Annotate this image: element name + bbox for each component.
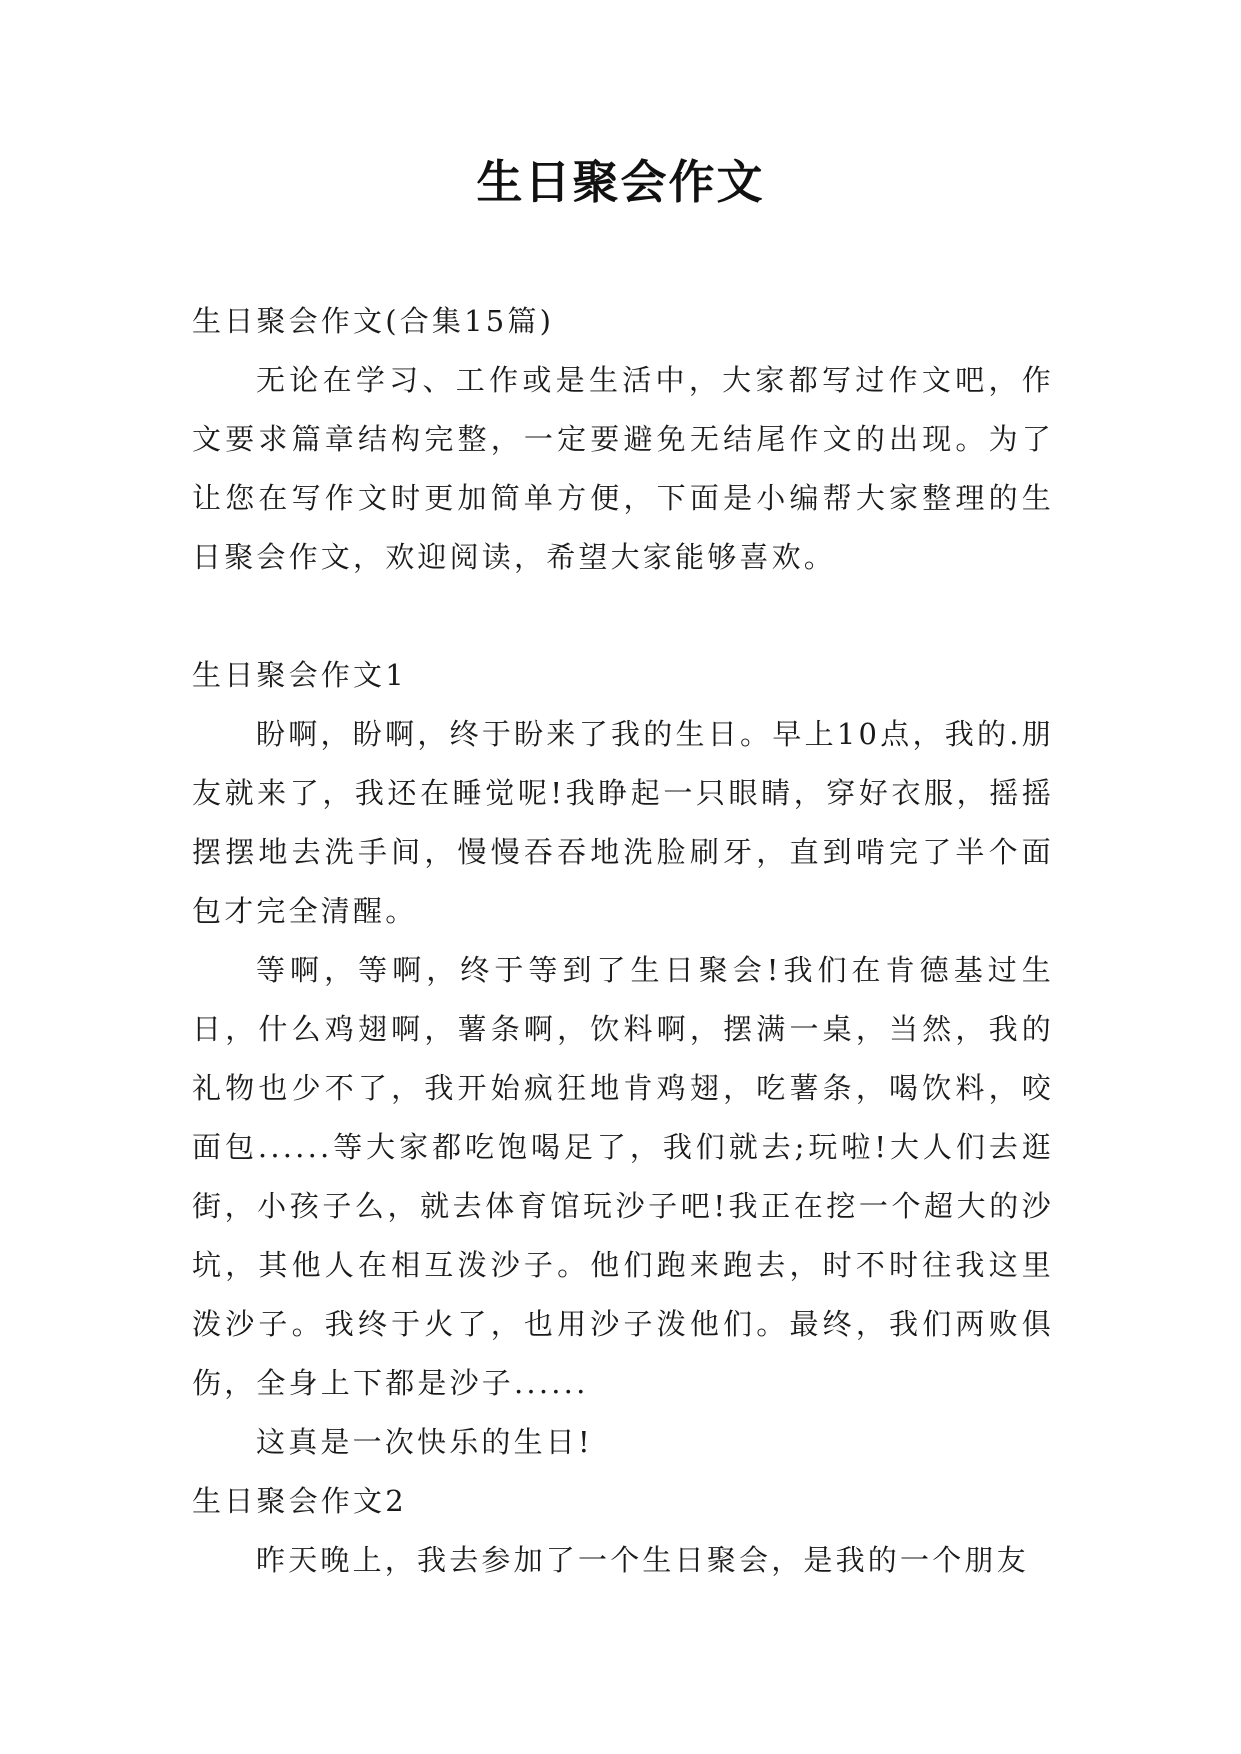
- section1-paragraph: 这真是一次快乐的生日!: [256, 1425, 593, 1459]
- document-title: 生日聚会作文: [476, 155, 765, 209]
- intro-paragraph: 无论在学习、工作或是生活中，大家都写过作文吧，作文要求篇章结构完整，一定要避免无结尾作文的出现。为了让您在写作文时更加简单方便，下面是小编帮大家整理的生日聚会作文，欢迎阅读，希望大家能够喜欢。: [192, 363, 1054, 574]
- section1-paragraph: 等啊，等啊，终于等到了生日聚会!我们在肯德基过生日，什么鸡翅啊，薯条啊，饮料啊，摆满一桌，当然，我的礼物也少不了，我开始疯狂地肯鸡翅，吃薯条，喝饮料，咬面包......等大家都吃饱喝足了，我们就去;玩啦!大人们去逛街，小孩子么，就去体育馆玩沙子吧!我正在挖一个超大的沙坑，其他人在相互泼沙子。他们跑来跑去，时不时往我这里泼沙子。我终于火了，也用沙子泼他们。最终，我们两败俱伤，全身上下都是沙子......: [192, 953, 1054, 1400]
- document-body: [192, 292, 1054, 1590]
- section-spacer: [192, 587, 1054, 646]
- section2-paragraph: 昨天晚上，我去参加了一个生日聚会，是我的一个朋友: [256, 1543, 1029, 1577]
- section-heading-2: 生日聚会作文2: [192, 1484, 407, 1518]
- collection-subtitle: 生日聚会作文(合集15篇): [192, 304, 555, 338]
- section1-paragraph: 盼啊，盼啊，终于盼来了我的生日。早上10点，我的.朋友就来了，我还在睡觉呢!我睁起一只眼睛，穿好衣服，摇摇摆摆地去洗手间，慢慢吞吞地洗脸刷牙，直到啃完了半个面包才完全清醒。: [192, 717, 1054, 928]
- section-heading-1: 生日聚会作文1: [192, 658, 407, 692]
